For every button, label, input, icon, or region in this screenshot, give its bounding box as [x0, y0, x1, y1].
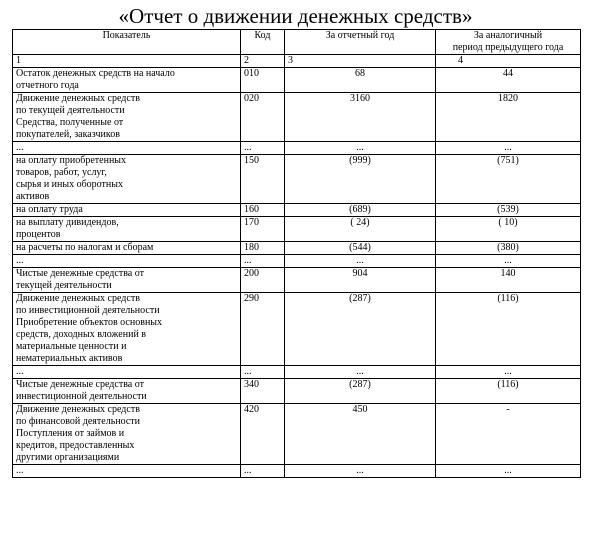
- row-current-value: 68: [285, 68, 436, 93]
- row-indicator: [13, 68, 241, 93]
- row-current-value: (287): [285, 293, 436, 366]
- indicator-line: инвестиционной деятельности: [16, 391, 147, 402]
- indicator-line: материальные ценности и: [16, 341, 127, 352]
- column-number: 4: [436, 55, 581, 68]
- table-row: [13, 142, 581, 155]
- row-previous-value: -: [436, 404, 581, 465]
- indicator-line: по инвестиционной деятельности: [16, 305, 160, 316]
- row-previous-value: ...: [436, 142, 581, 155]
- indicator-line: на выплату дивидендов,: [16, 217, 119, 228]
- row-previous-value: ...: [436, 366, 581, 379]
- row-code: 010: [241, 68, 285, 93]
- header-code: Код: [241, 30, 285, 55]
- row-previous-value: ...: [436, 465, 581, 478]
- row-code: 420: [241, 404, 285, 465]
- header-previous: [436, 30, 581, 55]
- row-current-value: 450: [285, 404, 436, 465]
- indicator-line: активов: [16, 191, 50, 202]
- table-row: [13, 268, 581, 293]
- header-previous-line2: период предыдущего года: [452, 42, 564, 53]
- row-current-value: ...: [285, 366, 436, 379]
- row-current-value: (689): [285, 204, 436, 217]
- indicator-line: кредитов, предоставленных: [16, 440, 135, 451]
- table-row: [13, 465, 581, 478]
- header-row: [13, 30, 581, 55]
- row-code: 160: [241, 204, 285, 217]
- row-code: 170: [241, 217, 285, 242]
- header-previous-line1: За аналогичный: [473, 30, 543, 41]
- row-code: ...: [241, 465, 285, 478]
- column-number: 1: [13, 55, 241, 68]
- row-previous-value: (751): [436, 155, 581, 204]
- row-indicator: [13, 293, 241, 366]
- row-indicator: [13, 204, 241, 217]
- row-indicator: [13, 142, 241, 155]
- indicator-line: сырья и иных оборотных: [16, 179, 123, 190]
- row-code: ...: [241, 255, 285, 268]
- row-code: 150: [241, 155, 285, 204]
- row-current-value: ...: [285, 142, 436, 155]
- row-code: 200: [241, 268, 285, 293]
- indicator-line: Движение денежных средств: [16, 404, 140, 415]
- row-current-value: (544): [285, 242, 436, 255]
- row-current-value: 904: [285, 268, 436, 293]
- cash-flow-table: [12, 29, 581, 478]
- column-number: 2: [241, 55, 285, 68]
- row-current-value: ...: [285, 465, 436, 478]
- table-row: [13, 68, 581, 93]
- table-row: [13, 217, 581, 242]
- row-indicator: [13, 255, 241, 268]
- row-code: 290: [241, 293, 285, 366]
- indicator-line: по финансовой деятельности: [16, 416, 141, 427]
- row-code: 340: [241, 379, 285, 404]
- table-row: [13, 255, 581, 268]
- row-previous-value: (116): [436, 293, 581, 366]
- table-row: [13, 93, 581, 142]
- indicator-line: ...: [16, 142, 24, 153]
- row-previous-value: 44: [436, 68, 581, 93]
- row-current-value: (287): [285, 379, 436, 404]
- indicator-line: Приобретение объектов основных: [16, 317, 163, 328]
- row-previous-value: 140: [436, 268, 581, 293]
- indicator-line: на расчеты по налогам и сборам: [16, 242, 154, 253]
- row-code: 020: [241, 93, 285, 142]
- table-row: [13, 204, 581, 217]
- indicator-line: процентов: [16, 229, 61, 240]
- page-title: «Отчет о движении денежных средств»: [118, 4, 473, 28]
- indicator-line: отчетного года: [16, 80, 79, 91]
- row-current-value: ( 24): [285, 217, 436, 242]
- indicator-line: Поступления от займов и: [16, 428, 125, 439]
- row-current-value: 3160: [285, 93, 436, 142]
- row-indicator: [13, 379, 241, 404]
- row-indicator: [13, 268, 241, 293]
- column-number: 3: [285, 55, 436, 68]
- indicator-line: текущей деятельности: [16, 280, 112, 291]
- row-indicator: [13, 155, 241, 204]
- indicator-line: нематериальных активов: [16, 353, 123, 364]
- indicator-line: по текущей деятельности: [16, 105, 125, 116]
- indicator-line: Движение денежных средств: [16, 293, 140, 304]
- table-row: [13, 404, 581, 465]
- indicator-line: Чистые денежные средства от: [16, 268, 144, 279]
- indicator-line: ...: [16, 255, 24, 266]
- row-current-value: ...: [285, 255, 436, 268]
- row-indicator: [13, 366, 241, 379]
- row-indicator: [13, 242, 241, 255]
- table-row: [13, 293, 581, 366]
- row-previous-value: (539): [436, 204, 581, 217]
- row-indicator: [13, 93, 241, 142]
- row-previous-value: ...: [436, 255, 581, 268]
- indicator-line: ...: [16, 366, 24, 377]
- table-row: [13, 242, 581, 255]
- indicator-line: товаров, работ, услуг,: [16, 167, 107, 178]
- row-previous-value: (116): [436, 379, 581, 404]
- indicator-line: Средства, полученные от: [16, 117, 124, 128]
- indicator-line: покупателей, заказчиков: [16, 129, 120, 140]
- row-code: 180: [241, 242, 285, 255]
- row-indicator: [13, 217, 241, 242]
- row-code: ...: [241, 366, 285, 379]
- indicator-line: Остаток денежных средств на начало: [16, 68, 175, 79]
- header-current: За отчетный год: [285, 30, 436, 55]
- column-number-row: [13, 55, 581, 68]
- indicator-line: на оплату труда: [16, 204, 83, 215]
- row-code: ...: [241, 142, 285, 155]
- indicator-line: средств, доходных вложений в: [16, 329, 147, 340]
- table-row: [13, 155, 581, 204]
- row-previous-value: 1820: [436, 93, 581, 142]
- row-current-value: (999): [285, 155, 436, 204]
- indicator-line: Чистые денежные средства от: [16, 379, 144, 390]
- header-indicator: Показатель: [13, 30, 241, 55]
- row-previous-value: (380): [436, 242, 581, 255]
- table-row: [13, 379, 581, 404]
- row-previous-value: ( 10): [436, 217, 581, 242]
- table-row: [13, 366, 581, 379]
- row-indicator: [13, 404, 241, 465]
- indicator-line: ...: [16, 465, 24, 476]
- indicator-line: на оплату приобретенных: [16, 155, 127, 166]
- indicator-line: Движение денежных средств: [16, 93, 140, 104]
- indicator-line: другими организациями: [16, 452, 120, 463]
- row-indicator: [13, 465, 241, 478]
